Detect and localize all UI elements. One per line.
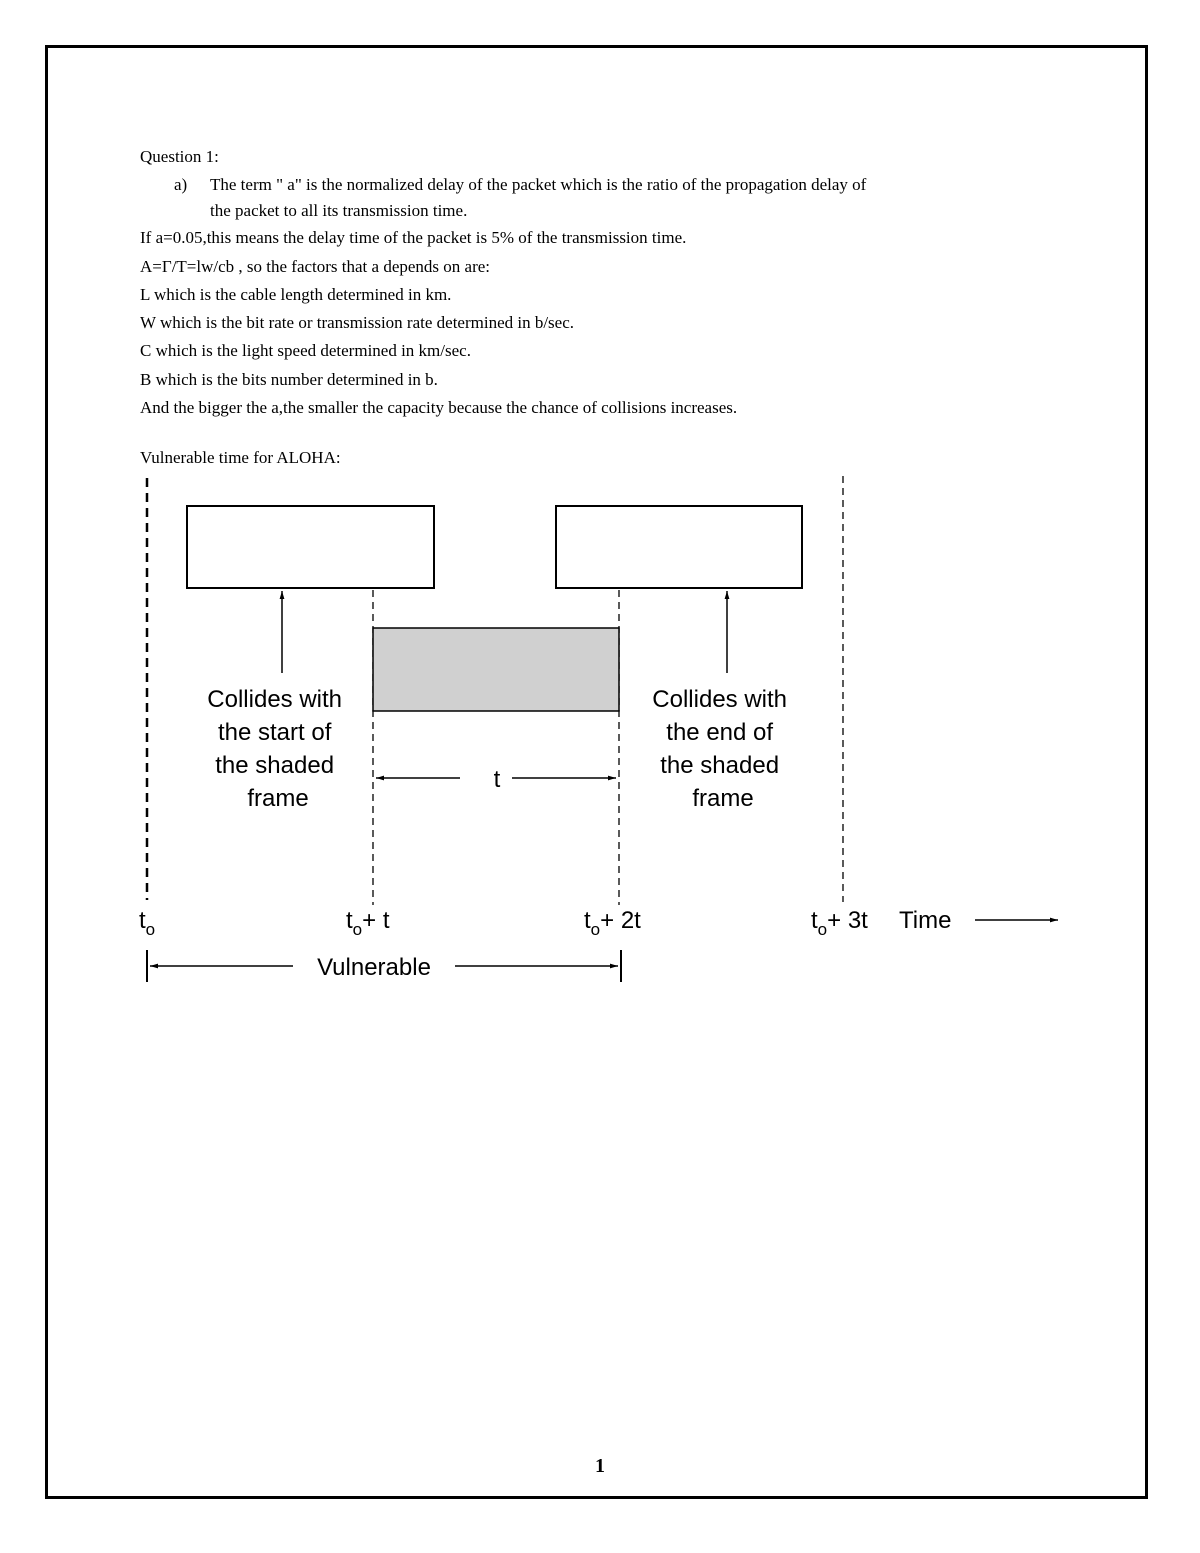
paragraph-line: L which is the cable length determined in km. — [140, 284, 452, 304]
list-item-line-1: The term " a" is the normalized delay of the packet which is the ratio of the propagation delay of — [210, 175, 867, 195]
page-number: 1 — [595, 1455, 605, 1477]
tick-label-t1: $t_o+ t$ — [346, 907, 390, 939]
time-axis-label: Time — [899, 907, 952, 934]
paragraph-line: A=Γ/T=lw/cb , so the factors that a depends on are: — [140, 256, 491, 276]
paragraph-line: C which is the light speed determined in km/sec. — [140, 341, 471, 361]
left-frame — [187, 506, 434, 588]
paragraph-line: And the bigger the a,the smaller the capacity because the chance of collisions increases. — [140, 398, 738, 418]
left-collision-label: Collides with the start of the shaded frame — [207, 686, 343, 812]
tick-label-t0: $t_o$ — [139, 907, 156, 939]
tick-label-t3: $t_o+ 3t$ — [811, 907, 868, 939]
interval-label: t — [493, 766, 501, 793]
paragraph-line: W which is the bit rate or transmission rate determined in b/sec. — [140, 313, 575, 333]
paragraph-line: If a=0.05,this means the delay time of the packet is 5% of the transmission time. — [140, 228, 687, 248]
list-item-line-2: the packet to all its transmission time. — [210, 201, 468, 221]
diagram-caption: Vulnerable time for ALOHA: — [140, 448, 341, 468]
right-frame — [556, 506, 802, 588]
question-title: Question 1: — [140, 147, 219, 166]
right-collision-label: Collides with the end of the shaded frame — [652, 686, 788, 812]
tick-label-t2: $t_o+ 2t$ — [584, 907, 641, 939]
shaded-frame — [373, 628, 619, 711]
list-marker: a) — [174, 175, 188, 195]
vulnerable-label: Vulnerable — [317, 954, 431, 981]
paragraph-line: B which is the bits number determined in b. — [140, 369, 438, 389]
